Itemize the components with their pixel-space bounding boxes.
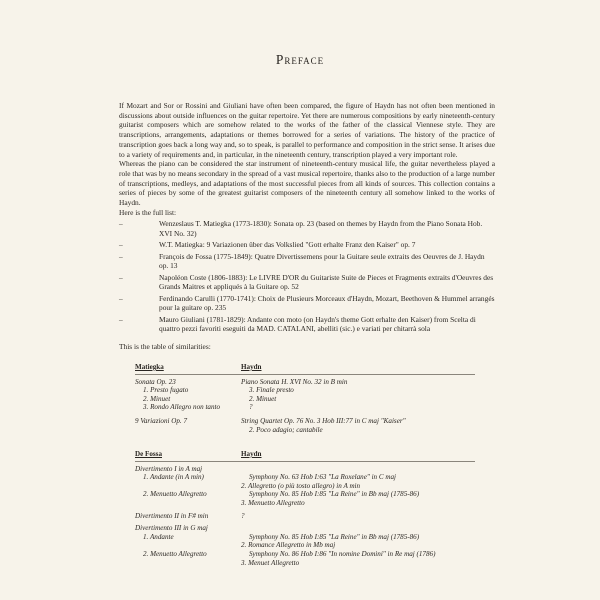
table-row: Sonata Op. 23 Piano Sonata H. XVI No. 32 in B min [135,377,348,386]
table-header: Matiegka [135,363,164,371]
list-item: – W.T. Matiegka: 9 Variazionen über das Volkslied "Gott erhalte Franz den Kaiser" op. 7 [119,240,416,250]
table-row: 3. Menuetto Allegretto [241,498,305,507]
table-row: Divertimento I in A maj [135,464,203,473]
list-item: – Wenzeslaus T. Matiegka (1773-1830): Sonata op. 23 (based on themes by Haydn from the Piano Sonata Hob. XVI No. 32) [119,219,483,239]
list-item: – Ferdinando Carulli (1770-1741): Choix de Plusieurs Morceaux d'Haydn, Mozart, Beethoven & Hummel arrangés pour la guitare op. 235 [119,293,495,313]
paragraph: Here is the full list: [119,207,177,217]
list-item: – Napoléon Coste (1806-1883): Le LIVRE D'OR du Guitariste Suite de Pieces et Fragments extraits d'Oeuvres des Grands Maitres et appliqués à la Guitare op. 52 [119,272,494,292]
divider [135,461,475,462]
table-row: 9 Variazioni Op. 7 String Quartet Op. 76 No. 3 Hob III:77 in C maj "Kaiser" [135,416,406,425]
table-row: 2. Menuetto Allegretto Symphony No. 86 Hob I:86 "In nomine Domini" in Re maj (1786) [143,549,436,558]
preface-body [119,101,495,352]
table-row: 2. Romance Allegretto in Mb maj [241,541,336,550]
divider [135,374,475,375]
table-intro: This is the table of similarities: [119,342,211,352]
table-header: De Fossa [135,450,162,458]
table-row: 2. Allegretto (o più tosto allegro) in A min [241,481,361,490]
page-title: Preface [275,52,325,67]
works-list [119,219,495,334]
table-row: Divertimento III in G maj [135,524,208,533]
table-row: 1. Andante (in A min) Symphony No. 63 Hob I:63 "La Roxelane" in C maj [143,473,397,482]
table-row: 1. Presto fugato 3. Finale presto [143,386,294,395]
list-item: – François de Fossa (1775-1849): Quatre Divertissemens pour la Guitare seule extraits des Oeuvres de J. Haydn op. 13 [119,251,485,271]
table-row: 2. Menuetto Allegretto Symphony No. 85 Hob I:85 "La Reine" in Bb maj (1785-86) [143,490,420,499]
table-row: 3. Menuet Allegretto [241,558,300,567]
table-row: 3. Rondo Allegro non tanto ? [143,403,253,412]
paragraph: If Mozart and Sor or Rossini and Giuliani have often been compared, the figure of Haydn has not often been mentioned in discussions about outside influences on the guitar repertoire. Yet there are numerous compositions by early nineteenth-century guitarist composers which are somehow related to the works of the father of the classical Viennese style. They are transcriptions, arrangements, adaptations or themes borrowed for a series of variations. The history of the practice of transcription goes back a long way and, so to speak, is parallel to performance and composition in the strict sense. It arises due to a variety of requirements and, in particular, in the nineteenth century, transcription played a very important role. [119,101,495,159]
similarities-table-matiegka [135,363,475,434]
table-header: Haydn [241,450,262,458]
table-row: 2. Poco adagio; cantabile [249,425,323,434]
paragraph: Whereas the piano can be considered the star instrument of nineteenth-century musical life, the guitar nevertheless played a role that was by no means secondary in the spread of a vast musical repertoire, thanks also to the production of a large number of transcriptions, medleys, and adaptations of the most successful pieces from all kinds of sources. This collection contains a series of pieces by some of the greatest guitarist composers of the nineteenth century all somehow linked to the works of Haydn. [119,159,495,208]
table-header: Haydn [241,363,262,371]
similarities-table-fossa [135,450,475,567]
table-row: 1. Andante Symphony No. 85 Hob I:85 "La Reine" in Bb maj (1785-86) [143,532,420,541]
table-row: 2. Minuet 2. Minuet [143,394,277,403]
list-item: – Mauro Giuliani (1781-1829): Andante con moto (on Haydn's theme Gott erhalte den Kaiser) from Scelta di quattro pezzi favoriti eseguiti da MAD. CATALANI, abelliti (sic.) e variati per chitarrà sola [119,314,476,334]
table-row: Divertimento II in F# min ? [135,511,245,520]
